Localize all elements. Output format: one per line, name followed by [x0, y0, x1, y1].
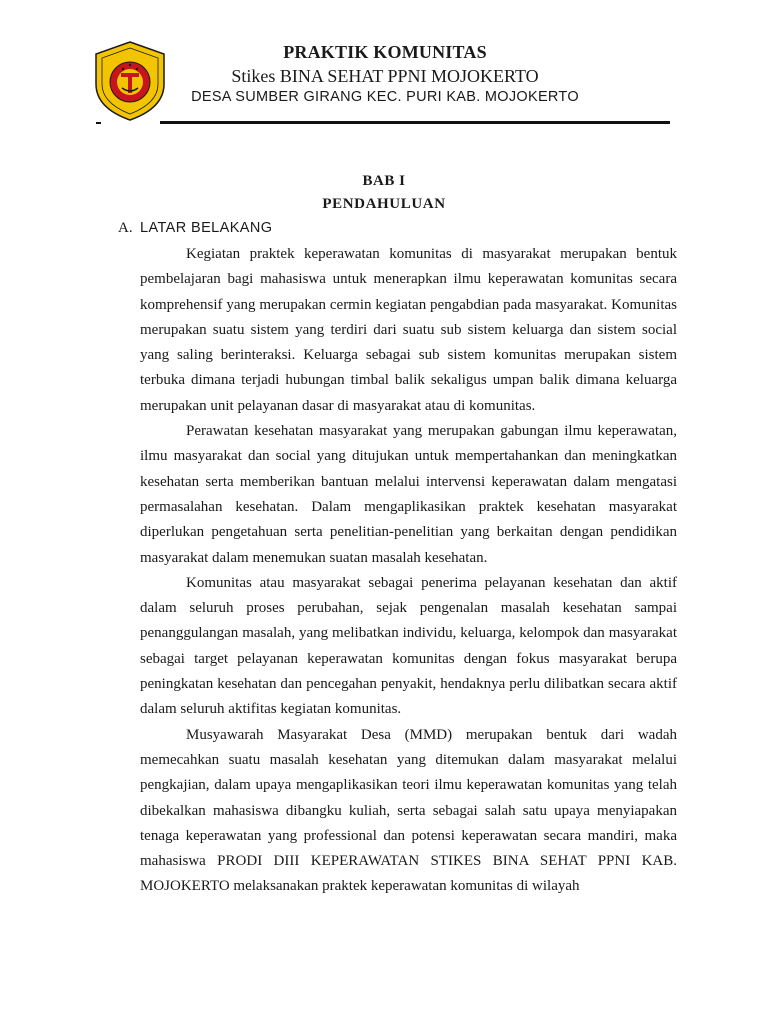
header-rule-tick	[96, 122, 101, 124]
header-address: DESA SUMBER GIRANG KEC. PURI KAB. MOJOKERTO	[191, 89, 579, 105]
paragraph: Komunitas atau masyarakat sebagai penerima pelayanan kesehatan dan aktif dalam seluruh proses perubahan, sejak pengenalan masalah kesehatan sampai penanggulangan masalah, yang melibatkan individu, keluarga, kelompok dan masyarakat sebagai target pelayanan keperawatan komunitas dengan fokus masyarakat berupa peningkatan kesehatan dan pencegahan penyakit, hendaknya perlu dilibatkan secara aktif dalam seluruh aktifitas kegiatan komunitas.	[140, 574, 677, 718]
section-title: LATAR BELAKANG	[140, 220, 273, 236]
header-subtitle: Stikes BINA SEHAT PPNI MOJOKERTO	[231, 66, 539, 86]
paragraph: Perawatan kesehatan masyarakat yang merupakan gabungan ilmu keperawatan, ilmu masyarakat dan social yang ditujukan untuk mempertahankan dan meningkatkan kesehatan serta memberikan bantuan melalui intervensi keperawatan dalam mengatasi permasalahan kesehatan. Dalam mengaplikasikan praktek kesehatan masyarakat diperlukan pengetahuan serta penelitian-penelitian yang berkaitan dengan pendidikan masyarakat dalam menemukan suatan masalah kesehatan.	[140, 423, 677, 566]
paragraph: Musyawarah Masyarakat Desa (MMD) merupakan bentuk dari wadah memecahkan suatu masalah kesehatan yang ditemukan dalam masyarakat melalui pengkajian, dalam upaya mengaplikasikan teori ilmu keperawatan komunitas yang telah dibekalkan mahasiswa dibangku kuliah, serta sebagai salah satu upaya menyiapakan tenaga keperawatan yang professional dan potensi keperawatan secara mandiri, maka mahasiswa PRODI DIII KEPERAWATAN STIKES BINA SEHAT PPNI KAB. MOJOKERTO melaksanakan praktek keperawatan komunitas di wilayah	[140, 726, 677, 895]
institution-logo	[92, 40, 168, 122]
chapter-number: BAB I	[362, 173, 406, 189]
chapter-title: PENDAHULUAN	[322, 196, 446, 212]
header-rule	[160, 121, 670, 124]
paragraph: Kegiatan praktek keperawatan komunitas di masyarakat merupakan bentuk pembelajaran bagi mahasiswa untuk menerapkan ilmu keperawatan komunitas secara komprehensif yang merupakan cermin kegiatan pengabdian pada masyarakat. Komunitas merupakan suatu sistem yang terdiri dari suatu sub sistem keluarga dan sistem social yang saling berinteraksi. Keluarga sebagai sub sistem komunitas merupakan sistem terbuka dimana terjadi hubungan timbal balik sekaligus umpan balik dimana keluarga merupakan unit pelayanan dasar di masyarakat atau di komunitas.	[140, 246, 677, 414]
body-text	[140, 242, 677, 900]
section-heading	[118, 220, 272, 237]
section-letter: A.	[118, 220, 133, 236]
header-title: PRAKTIK KOMUNITAS	[283, 42, 487, 62]
